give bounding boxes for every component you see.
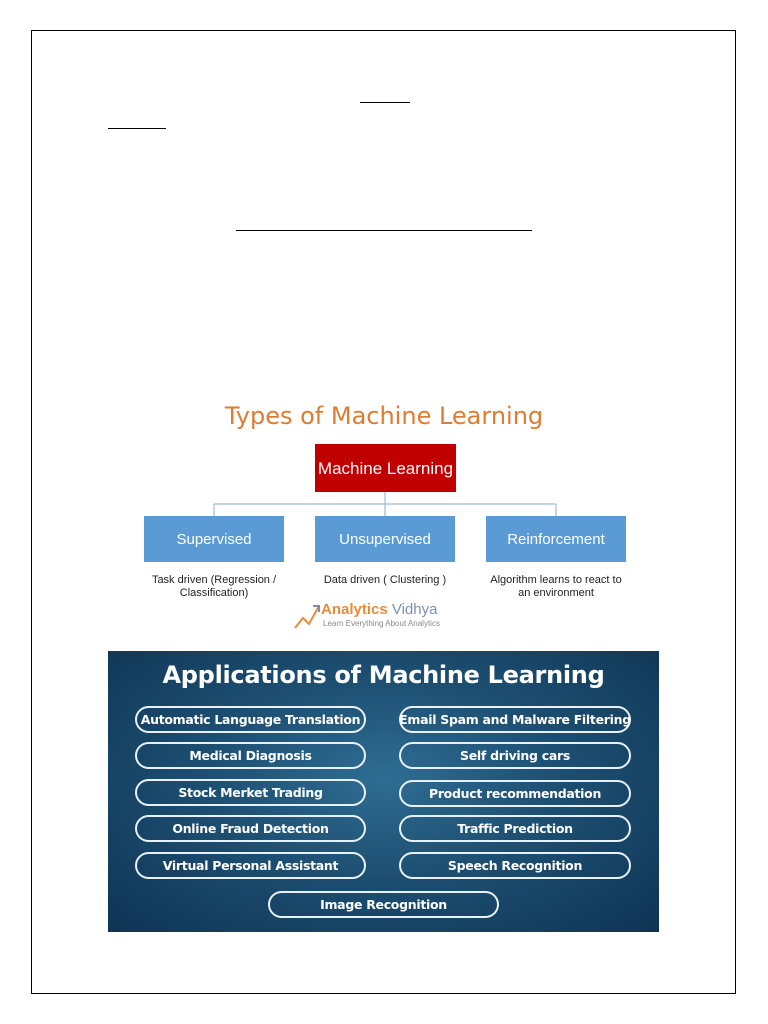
underline-rule bbox=[360, 102, 410, 103]
application-pill: Product recommendation bbox=[399, 780, 631, 807]
applications-of-ml-figure bbox=[108, 651, 659, 932]
trend-arrow-icon bbox=[293, 598, 321, 632]
logo-name: Analytics Vidhya bbox=[321, 601, 438, 618]
reinforcement-description: Algorithm learns to react to an environment bbox=[490, 574, 622, 599]
unsupervised-description: Data driven ( Clustering ) bbox=[323, 574, 447, 586]
unsupervised-box: Unsupervised bbox=[315, 516, 455, 562]
machine-learning-root-box: Machine Learning bbox=[315, 444, 456, 492]
types-of-ml-figure bbox=[128, 398, 640, 634]
applications-figure-title: Applications of Machine Learning bbox=[162, 661, 605, 689]
reinforcement-box: Reinforcement bbox=[486, 516, 626, 562]
application-pill: Speech Recognition bbox=[399, 852, 631, 879]
application-pill: Virtual Personal Assistant bbox=[135, 852, 366, 879]
logo-tagline: Learn Everything About Analytics bbox=[323, 619, 440, 628]
types-figure-title: Types of Machine Learning bbox=[224, 402, 544, 430]
application-pill: Automatic Language Translation bbox=[135, 706, 366, 733]
application-pill: Medical Diagnosis bbox=[135, 742, 366, 769]
underline-rule bbox=[108, 128, 166, 129]
application-pill: Traffic Prediction bbox=[399, 815, 631, 842]
analytics-vidhya-logo bbox=[293, 598, 493, 632]
application-pill: Online Fraud Detection bbox=[135, 815, 366, 842]
application-pill: Self driving cars bbox=[399, 742, 631, 769]
application-pill: Image Recognition bbox=[268, 891, 499, 918]
supervised-description: Task driven (Regression / Classification) bbox=[151, 574, 277, 599]
application-pill: Email Spam and Malware Filtering bbox=[399, 706, 631, 733]
application-pill: Stock Merket Trading bbox=[135, 779, 366, 806]
supervised-box: Supervised bbox=[144, 516, 284, 562]
underline-rule bbox=[236, 230, 532, 231]
